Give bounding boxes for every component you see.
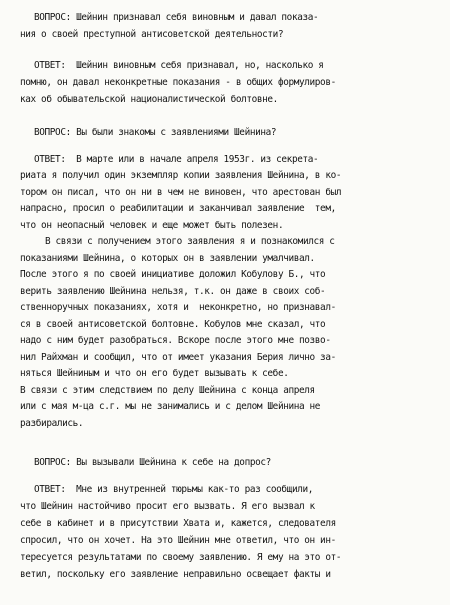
document-line: надо с ним будет разобраться. Вскоре после этого мне позво- — [20, 335, 331, 346]
document-line: няться Шейниным и что он его будет вызывать к себе. — [20, 368, 289, 379]
document-line: верить заявлению Шейнина нельзя, т.к. он даже в своих соб- — [20, 286, 326, 297]
document-line: спросил, что он хочет. На это Шейнин мне ответил, что он ин- — [20, 535, 336, 546]
document-line: ветил, поскольку его заявление неправильно освещает факты и — [20, 569, 331, 580]
document-line: В связи с этим следствием по делу Шейнина с конца апреля — [20, 385, 315, 396]
document-line: ОТВЕТ: В марте или в начале апреля 1953г. из секрета- — [34, 154, 319, 165]
document-line: ВОПРОС: Вы были знакомы с заявлениями Шейнина? — [34, 127, 277, 138]
document-line: тором он писал, что он ни в чем не виновен, что арестован был — [20, 187, 342, 198]
document-line: что он неопасный человек и еще может быть полезен. — [20, 220, 284, 231]
document-line: ВОПРОС: Вы вызывали Шейнина к себе на допрос? — [34, 457, 271, 468]
document-line: показаниями Шейнина, о которых он в заявлении умалчивал. — [20, 253, 315, 264]
document-line: ВОПРОС: Шейнин признавал себя виновным и давал показа- — [34, 12, 319, 23]
document-line: ОТВЕТ: Шейнин виновным себя признавал, но, насколько я — [34, 60, 324, 71]
document-line: или с мая м-ца с.г. мы не занимались и с делом Шейнина не — [20, 401, 321, 412]
document-line: разбирались. — [20, 418, 84, 429]
document-line: ках об обывательской националистической болтовне. — [20, 94, 278, 105]
document-line: риата я получил один экземпляр копии заявления Шейнина, в ко- — [20, 170, 342, 181]
document-line: тересуется результатами по своему заявлению. Я ему на это от- — [20, 552, 342, 563]
document-line: ственноручных показаниях, хотя и неконкретно, но признавал- — [20, 302, 336, 313]
document-line: нил Райхман и сообщил, что от имеет указания Берия лично за- — [20, 352, 336, 363]
document-line: себе в кабинет и в присутствии Хвата и, кажется, следователя — [20, 518, 336, 529]
document-line: помню, он давал неконкретные показания - в общих формулиров- — [20, 77, 336, 88]
document-line: После этого я по своей инициативе доложил Кобулову Б., что — [20, 269, 326, 280]
document-line: В связи с получением этого заявления я и познакомился с — [45, 236, 335, 247]
document-line: ОТВЕТ: Мне из внутренней тюрьмы как-то раз сообщили, — [34, 484, 314, 495]
document-line: что Шейнин настойчиво просит его вызвать. Я его вызвал к — [20, 501, 315, 512]
document-line: ния о своей преступной антисоветской деятельности? — [20, 29, 284, 40]
document-line: напрасно, просил о реабилитации и заканчивал заявление тем, — [20, 203, 336, 214]
document-line: ся в своей антисоветской болтовне. Кобулов мне сказал, что — [20, 319, 326, 330]
